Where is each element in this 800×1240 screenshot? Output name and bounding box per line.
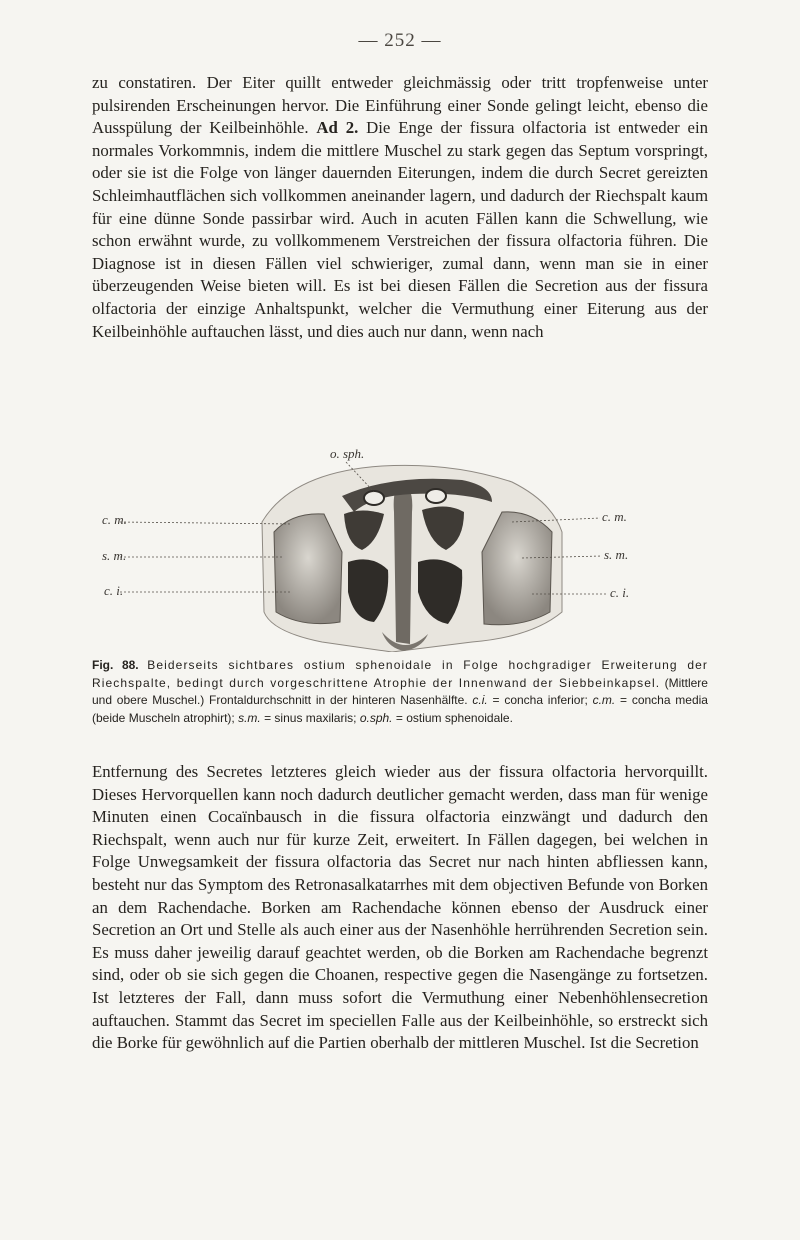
caption-def-ci: = concha inferior; <box>492 693 588 707</box>
left-maxillary-sinus <box>274 514 342 624</box>
label-sinus-maxillaris-left: s. m. <box>102 548 127 563</box>
page-number: — 252 — <box>358 30 442 51</box>
label-concha-inferior-left: c. i. <box>104 583 124 598</box>
paragraph-bottom: Entfernung des Secretes letzteres gleich wieder aus der fissura olfactoria hervorquillt. Dieses Hervorquellen kann noch dadurch deutlicher gemacht werden, dass man für wenige Minuten einen Cocaïnbausch in die fissura olfactoria einzwängt und dadurch den Riechspalt, wenn auch nur für kurze Zeit, erweitert. In Fällen dagegen, bei welchen in Folge Unwegsamkeit der fissura olfactoria das Secret nur nach hinten abfliessen kann, besteht nur das Symptom des Retronasalkatarrhes mit dem objectiven Befunde von Borken an dem Rachendache. Borken am Rachendache können ebenso der Ausdruck einer Secretion an Ort und Stelle als auch einer aus der Nasenhöhle herrührenden Secretion sein. Es muss daher jeweilig darauf geachtet werden, ob die Borken am Rachendache begrenzt sind, oder ob sie sich gegen die Choanen, respective gegen die Nasengänge zu fortsetzen. Ist letzteres der Fall, dann muss sofort die Vermuthung einer Nebenhöhlensecretion auftauchen. Stammt das Secret im speciellen Falle aus der Keilbeinhöhle, so erstreckt sich die Borke für gewöhnlich auf die Partien oberhalb der mittleren Muschel. Ist die Secretion <box>92 762 708 1053</box>
paragraph-top-text: zu constatiren. Der Eiter quillt entweder gleichmässig oder tritt tropfenweise unter pulsirenden Erscheinungen hervor. Die Einführung einer Sonde gelingt leicht, ebenso die Ausspülung der Keilbeinhöhle. <box>92 73 708 138</box>
caption-abbr-sm: s.m. <box>238 710 261 725</box>
caption-abbr-ci: c.i. <box>472 693 488 707</box>
caption-figure-number: Fig. 88. <box>92 658 139 672</box>
left-ostium-sphenoidale <box>364 491 384 505</box>
figure-88 <box>92 446 708 652</box>
figure-caption <box>92 657 708 727</box>
caption-def-sm: = sinus maxilaris; <box>264 710 357 725</box>
septum <box>394 482 413 644</box>
label-concha-media-right: c. m. <box>602 509 627 524</box>
caption-description: (Mittlere und obere Muschel.) Frontaldurchschnitt in der hinteren Nasenhälfte. <box>92 675 708 707</box>
section-marker: Ad 2. <box>316 118 359 138</box>
paragraph-top-continued: Die Enge der fissura olfactoria ist entweder ein normales Vorkommnis, indem die mittlere Muschel zu stark gegen das Septum vorspringt, oder sie ist die Folge von länger dauernden Eiterungen, indem die durch Secret gereizten Schleimhautflächen sich vollkommen aneinander lagern, und dadurch der Riechspalt kaum für eine dünne Sonde passirbar wird. Auch in acuten Fällen kann die Schwellung, wie schon erwähnt wurde, zu vollkommenem Verstreichen der fissura olfactoria führen. Die Diagnose ist in diesen Fällen viel schwieriger, zumal dann, wenn man sie in einer überzeugenden Weise bieten will. Es ist bei diesen Fällen die Secretion aus der fissura olfactoria der einzige Anhaltspunkt, welcher die Vermuthung einer Eiterung aus der Keilbeinhöhle auftauchen lässt, und dies auch nur dann, wenn nach <box>92 118 708 341</box>
caption-abbr-cm: c.m. <box>592 693 616 707</box>
label-sinus-maxillaris-right: s. m. <box>604 547 629 562</box>
caption-title: Beiderseits sichtbares ostium sphenoidale in Folge hochgradiger Erweiterung der Riechspalte, bedingt durch vorgeschrittene Atrophie der Innenwand der Siebbeinkapsel. <box>92 658 708 690</box>
caption-def-cm: = concha media (beide Muscheln atrophirt); <box>92 693 708 725</box>
paragraph-top <box>92 72 708 343</box>
label-concha-inferior-right: c. i. <box>610 585 630 600</box>
right-ostium-sphenoidale <box>426 489 446 503</box>
caption-abbr-osph: o.sph. <box>359 710 393 725</box>
caption-def-osph: = ostium sphenoidale. <box>395 710 513 725</box>
label-ostium-sphenoidale-top: o. sph. <box>330 446 365 461</box>
label-concha-media-left: c. m. <box>102 512 127 527</box>
